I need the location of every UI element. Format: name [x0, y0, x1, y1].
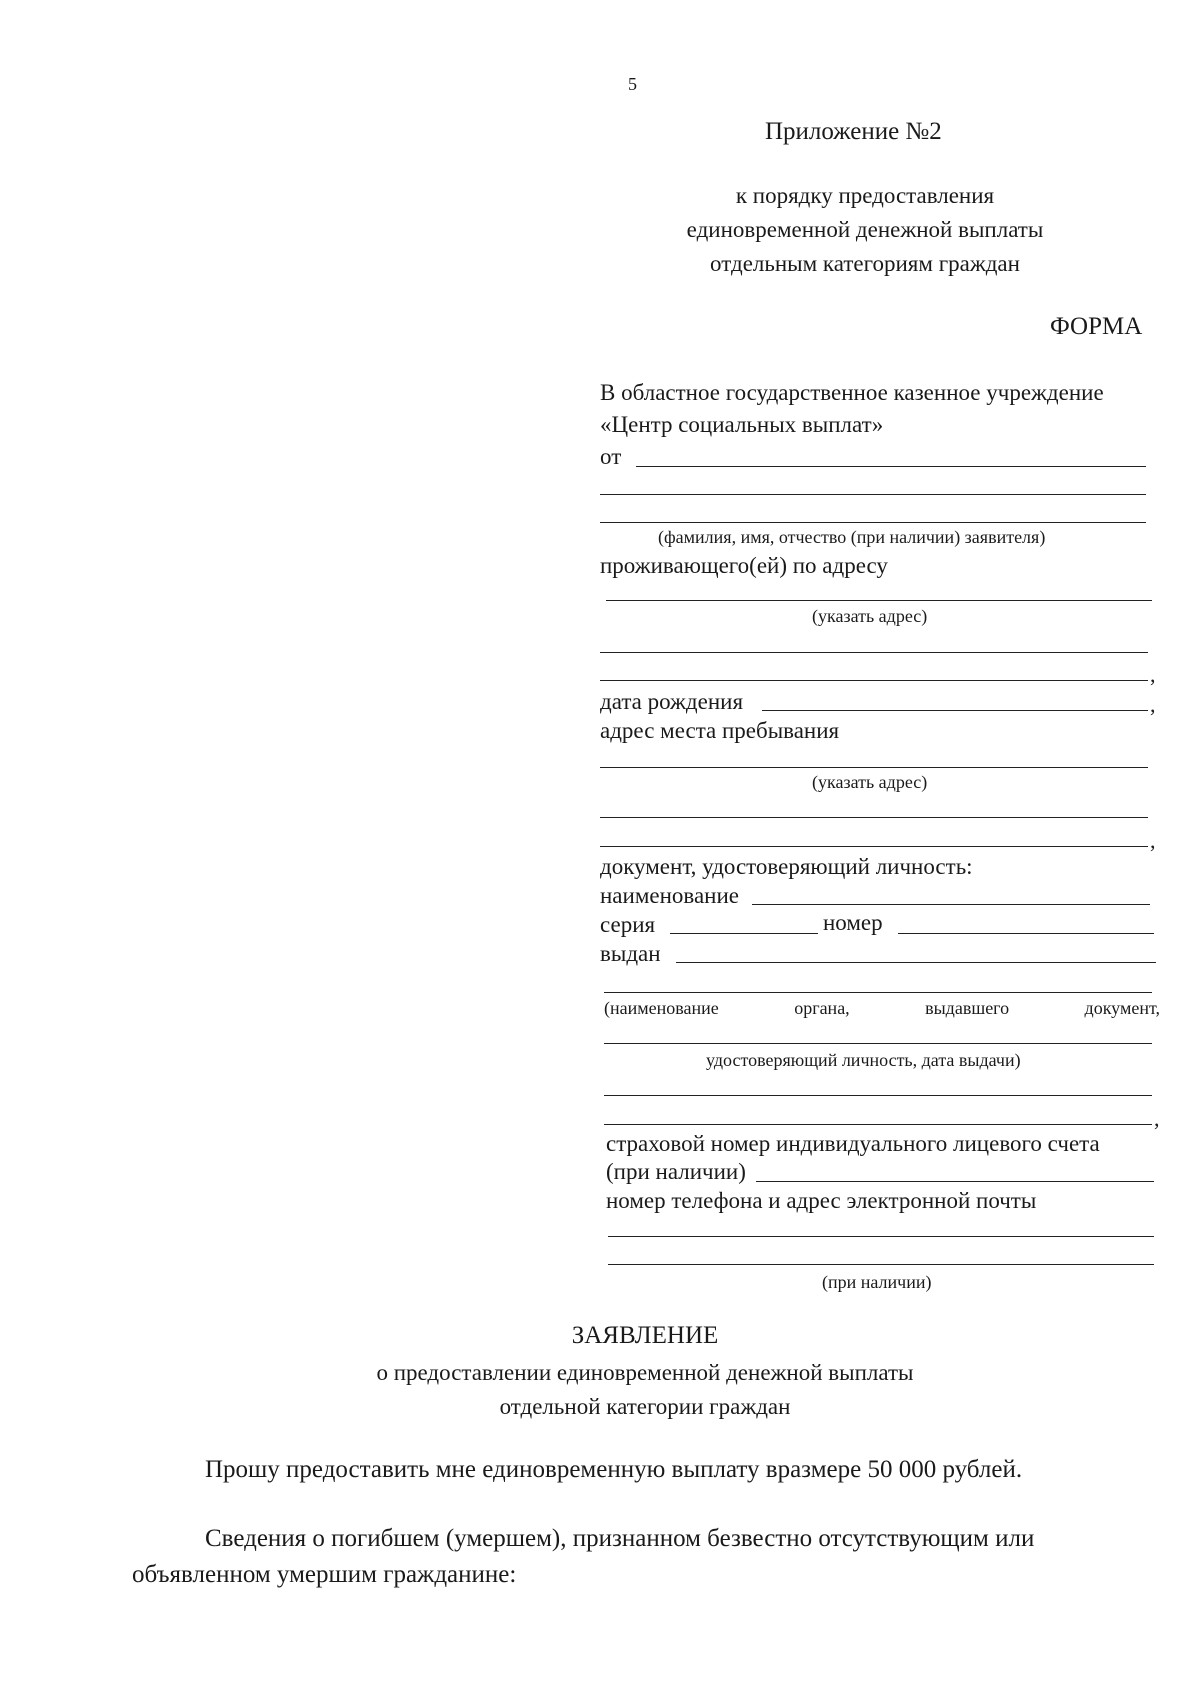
issuer-hint-line-2: удостоверяющий личность, дата выдачи) — [706, 1050, 1021, 1070]
issued-label: выдан — [600, 941, 661, 966]
comma: , — [1150, 828, 1156, 853]
statement-subtitle-2: отдельной категории граждан — [499, 1394, 791, 1419]
id-document-label: документ, удостоверяющий личность: — [600, 854, 973, 879]
snils-line[interactable] — [756, 1181, 1154, 1182]
info-text-line-2: объявленном умершим гражданине: — [132, 1561, 517, 1588]
appendix-title: Приложение №2 — [765, 118, 942, 145]
issuer-hint-word: органа, — [794, 998, 850, 1018]
residence-address-line-1[interactable] — [606, 600, 1152, 601]
applicant-name-line-3[interactable] — [600, 522, 1146, 523]
residence-label: проживающего(ей) по адресу — [600, 553, 888, 578]
address-hint-2: (указать адрес) — [812, 772, 928, 792]
comma: , — [1150, 662, 1156, 687]
comma: , — [1154, 1106, 1160, 1131]
snils-label-line-2: (при наличии) — [606, 1159, 746, 1184]
comma: , — [1150, 692, 1156, 717]
form-label: ФОРМА — [1050, 313, 1143, 340]
doc-name-line[interactable] — [752, 904, 1150, 905]
number-label: номер — [823, 910, 883, 935]
stay-address-line-1[interactable] — [600, 767, 1148, 768]
page-number: 5 — [628, 74, 637, 94]
optional-hint: (при наличии) — [822, 1272, 932, 1292]
statement-title: ЗАЯВЛЕНИЕ — [571, 1322, 719, 1349]
addressee-line-2: «Центр социальных выплат» — [600, 412, 884, 437]
stay-address-label: адрес места пребывания — [600, 718, 840, 743]
stay-address-line-3[interactable] — [600, 846, 1148, 847]
appendix-line-2: единовременной денежной выплаты — [686, 217, 1044, 242]
contacts-line-2[interactable] — [608, 1264, 1154, 1265]
request-text: Прошу предоставить мне единовременную выплату вразмере 50 000 рублей. — [205, 1456, 1023, 1483]
fio-hint: (фамилия, имя, отчество (при наличии) заявителя) — [658, 527, 1046, 547]
stay-address-line-2[interactable] — [600, 817, 1148, 818]
info-text-line-1: Сведения о погибшем (умершем), признанном безвестно отсутствующим или — [205, 1525, 1035, 1552]
issuer-hint-line-1 — [604, 998, 1160, 1019]
issuer-line-2[interactable] — [604, 1095, 1152, 1096]
from-label: от — [600, 444, 622, 469]
birth-date-label: дата рождения — [600, 689, 744, 714]
appendix-line-1: к порядку предоставления — [735, 183, 995, 208]
issued-line[interactable] — [676, 962, 1156, 963]
number-line[interactable] — [898, 933, 1154, 934]
contacts-line-1[interactable] — [608, 1236, 1154, 1237]
series-line[interactable] — [670, 933, 818, 934]
series-label: серия — [600, 912, 656, 937]
issuer-line-1[interactable] — [604, 1043, 1152, 1044]
contacts-label: номер телефона и адрес электронной почты — [606, 1188, 1037, 1213]
doc-name-label: наименование — [600, 883, 739, 908]
issuer-hint-word: выдавшего — [925, 998, 1010, 1018]
address-hint-1: (указать адрес) — [812, 606, 928, 626]
issuer-hint-word: документ, — [1084, 998, 1160, 1018]
residence-address-line-2[interactable] — [600, 652, 1148, 653]
issuer-line-3[interactable] — [604, 1124, 1152, 1125]
statement-subtitle-1: о предоставлении единовременной денежной выплаты — [376, 1360, 914, 1385]
applicant-name-line-1[interactable] — [636, 466, 1146, 467]
birth-date-line[interactable] — [762, 710, 1148, 711]
issuer-hint-word: (наименование — [604, 998, 719, 1018]
addressee-line-1: В областное государственное казенное учреждение — [600, 380, 1104, 405]
applicant-name-line-2[interactable] — [600, 494, 1146, 495]
residence-address-line-3[interactable] — [600, 680, 1148, 681]
appendix-line-3: отдельным категориям граждан — [710, 251, 1020, 276]
snils-label-line-1: страховой номер индивидуального лицевого счета — [606, 1131, 1100, 1156]
issued-line-2[interactable] — [604, 992, 1152, 993]
